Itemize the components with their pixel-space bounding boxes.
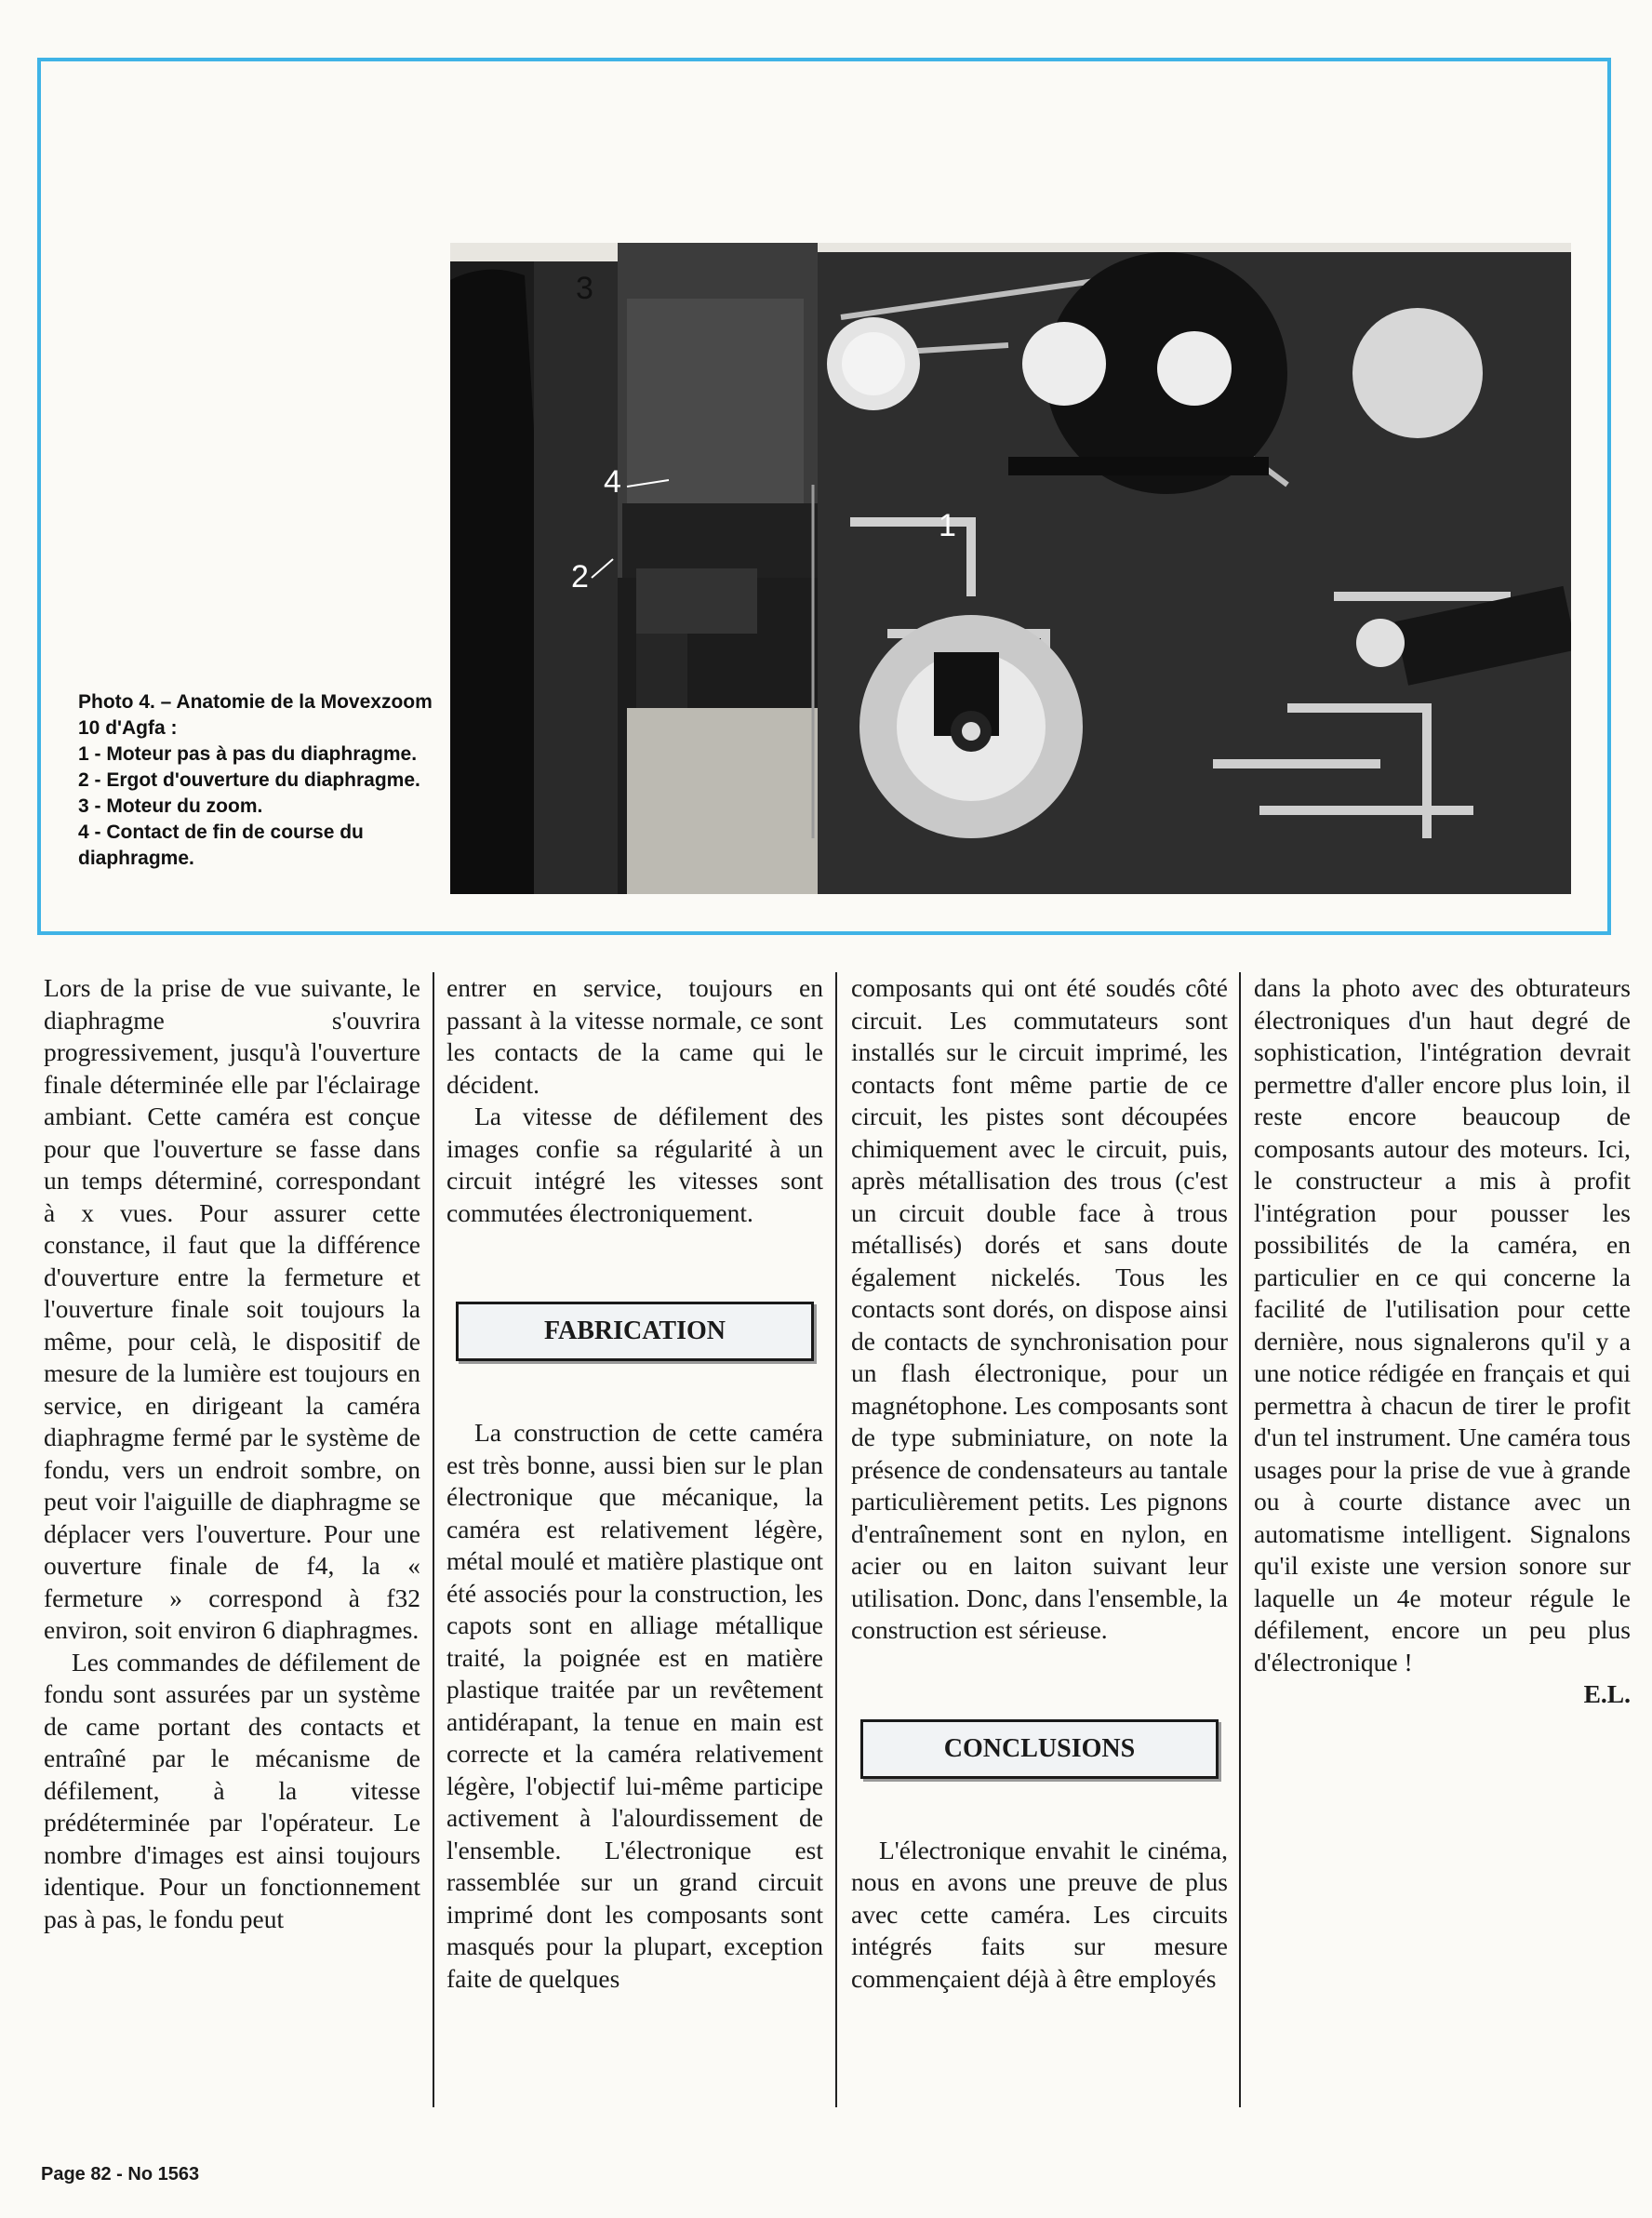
paragraph: composants qui ont été soudés côté circuit. Les commutateurs sont installés sur le circuit imprimé, les contacts font même partie de ce circuit, les pistes sont découpées chimiquement avec le circuit, puis, après métallisation des trous (c'est un circuit double face à trous métallisés) dorés et sans doute également nickelés. Tous les contacts sont dorés, on dispose ainsi de contacts de synchronisation pour un flash électronique, pour un magnétophone. Les composants sont de type subminiature, on note la présence de condensateurs au tantale particulièrement petits. Les pignons d'entraînement sont en nylon, en acier ou en laiton suivant leur utilisation. Donc, dans l'ensemble, la construction est sérieuse. bbox=[851, 973, 1228, 1644]
column-rule bbox=[1239, 972, 1241, 2107]
paragraph: Lors de la prise de vue suivante, le diaphragme s'ouvrira progressivement, jusqu'à l'ouverture finale déterminée elle par l'éclairage ambiant. Cette caméra est conçue pour que l'ouverture se fasse dans un temps déterminé, correspondant à x vues. Pour assurer cette constance, il faut que la différence d'ouverture entre la fermeture et l'ouverture finale soit toujours la même, pour celà, le dispositif de mesure de la lumière est toujours en service, en dirigeant la caméra diaphragme fermé par le système de fondu, vers un endroit sombre, on peut voir l'aiguille de diaphragme se déplacer vers l'ouverture. Pour une ouverture finale de f4, la « fermeture » correspond à f32 environ, soit environ 6 diaphragmes. bbox=[44, 973, 420, 1644]
photo-caption bbox=[78, 689, 441, 872]
caption-item-2: 2 - Ergot d'ouverture du diaphragme. bbox=[78, 769, 420, 791]
label-2: 2 bbox=[571, 559, 589, 595]
caption-item-3: 3 - Moteur du zoom. bbox=[78, 795, 263, 817]
figure-frame bbox=[37, 58, 1611, 935]
paragraph: dans la photo avec des obturateurs électroniques d'un haut degré de sophistication, l'intégration devrait permettre d'aller encore plus loin, il reste encore beaucoup de composants autour des moteurs. Ici, le constructeur a mis à profit l'intégration pour pousser les possibilités de la caméra, en particulier en ce qui concerne la facilité de l'utilisation pour cette dernière, nous signalerons qu'il y a une notice rédigée en français et qui permettra à chacun de tirer le profit d'un tel instrument. Une caméra tous usages pour la prise de vue à grande ou à courte distance avec un automatisme intelligent. Signalons qu'il existe une version sonore sur laquelle un 4e moteur régule le défilement, encore un peu plus d'électronique ! bbox=[1254, 973, 1631, 1677]
paragraph: L'électronique envahit le cinéma, nous en avons une preuve de plus avec cette caméra. Les circuits intégrés faits sur mesure commençaient déjà à être employés bbox=[851, 1835, 1228, 1993]
heading-conclusions: CONCLUSIONS bbox=[860, 1719, 1219, 1779]
caption-title: Photo 4. – Anatomie de la Movexzoom 10 d'Agfa : bbox=[78, 691, 433, 739]
heading-fabrication: FABRICATION bbox=[456, 1302, 814, 1361]
column-2 bbox=[446, 972, 823, 1995]
camera-photo bbox=[450, 243, 1571, 894]
author-signature: E.L. bbox=[1583, 1679, 1631, 1708]
paragraph: Les commandes de défilement de fondu sont assurées par un système de came portant des contacts et entraîné par le mécanisme de défilement, à la vitesse prédéterminée par l'opérateur. Le nombre d'images est ainsi toujours identique. Pour un fonctionnement pas à pas, le fondu peut bbox=[44, 1647, 420, 1933]
caption-item-4: 4 - Contact de fin de course du diaphragme. bbox=[78, 822, 364, 869]
column-3 bbox=[851, 972, 1228, 1995]
page-footer: Page 82 - No 1563 bbox=[41, 2164, 200, 2185]
column-1 bbox=[44, 972, 420, 1935]
label-4: 4 bbox=[604, 464, 621, 500]
label-1: 1 bbox=[939, 508, 956, 543]
paragraph: La vitesse de défilement des images confie sa régularité à un circuit intégré les vitesses sont commutées électroniquement. bbox=[446, 1102, 823, 1227]
column-rule bbox=[835, 972, 837, 2107]
column-4 bbox=[1254, 972, 1631, 1711]
column-rule bbox=[433, 972, 434, 2107]
caption-item-1: 1 - Moteur pas à pas du diaphragme. bbox=[78, 743, 418, 765]
paragraph: La construction de cette caméra est très bonne, aussi bien sur le plan électronique que mécanique, la caméra est relativement légère, métal moulé et matière plastique ont été associés pour la construction, les capots sont en alliage métallique traité, la poignée est en matière plastique traitée par un revêtement antidérapant, la tenue en main est correcte et la caméra relativement légère, l'objectif lui-même participe activement à l'alourdissement de l'ensemble. L'électronique est rassemblée sur un grand circuit imprimé dont les composants sont masqués pour la plupart, exception faite de quelques bbox=[446, 1418, 823, 1993]
paragraph: entrer en service, toujours en passant à la vitesse normale, ce sont les contacts de la came qui le décident. bbox=[446, 973, 823, 1099]
label-3: 3 bbox=[576, 271, 593, 306]
